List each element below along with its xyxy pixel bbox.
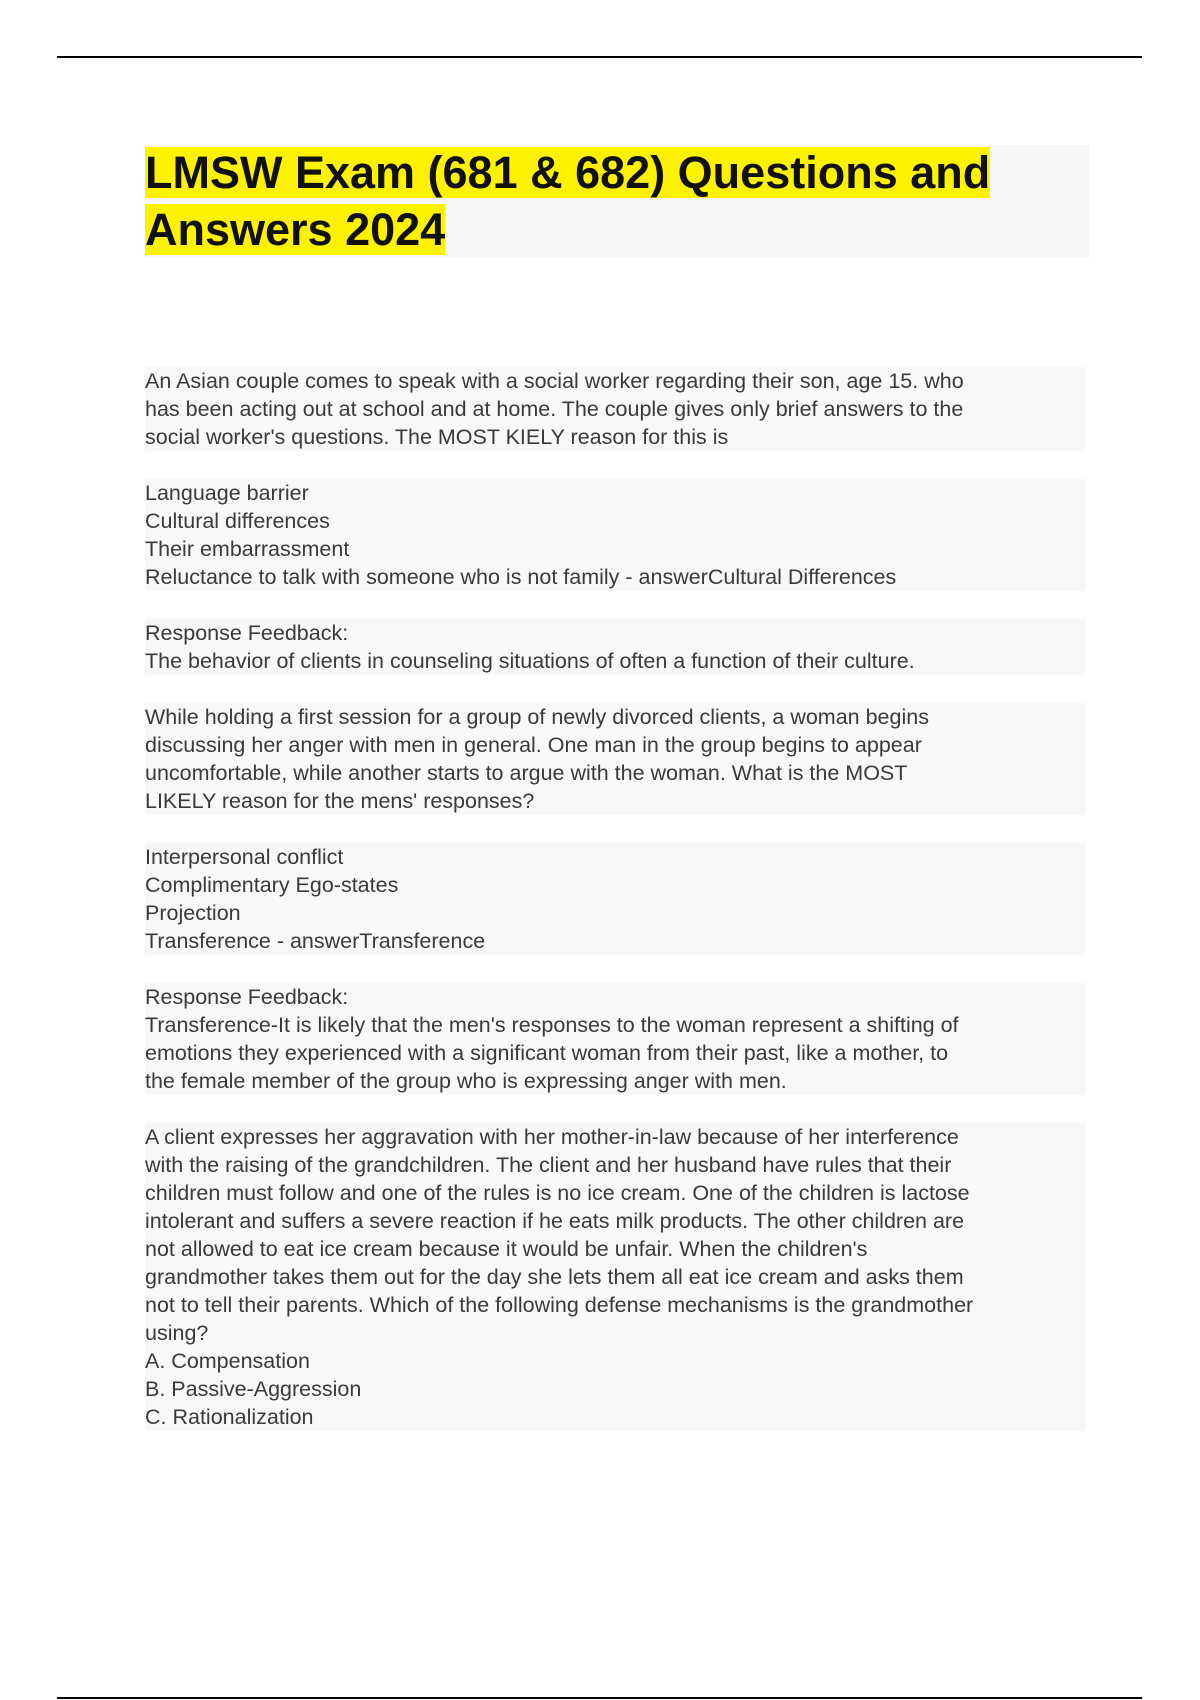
question-1-feedback: [145, 619, 1085, 675]
answer-option: A. Compensation: [145, 1347, 1085, 1375]
answer-option: Complimentary Ego-states: [145, 871, 1085, 899]
question-1-options: [145, 479, 1085, 591]
feedback-text-line: emotions they experienced with a significant woman from their past, like a mother, to: [145, 1039, 1085, 1067]
question-text-line: children must follow and one of the rules is no ice cream. One of the children is lactose: [145, 1179, 1085, 1207]
answer-option: Cultural differences: [145, 507, 1085, 535]
title-line-2: Answers 2024: [145, 204, 446, 255]
answer-option: Language barrier: [145, 479, 1085, 507]
question-text-line: A client expresses her aggravation with her mother-in-law because of her interference: [145, 1123, 1085, 1151]
answer-option: Reluctance to talk with someone who is not family - answerCultural Differences: [145, 563, 1085, 591]
answer-option: Interpersonal conflict: [145, 843, 1085, 871]
question-text-line: using?: [145, 1319, 1085, 1347]
title-line-1: LMSW Exam (681 & 682) Questions and: [145, 147, 991, 198]
question-text-line: with the raising of the grandchildren. The client and her husband have rules that their: [145, 1151, 1085, 1179]
page-top-rule: [57, 56, 1142, 58]
question-text-line: intolerant and suffers a severe reaction if he eats milk products. The other children are: [145, 1207, 1085, 1235]
answer-option: B. Passive-Aggression: [145, 1375, 1085, 1403]
question-text-line: not to tell their parents. Which of the following defense mechanisms is the grandmother: [145, 1291, 1085, 1319]
feedback-text-line: The behavior of clients in counseling situations of often a function of their culture.: [145, 647, 1085, 675]
question-text-line: LIKELY reason for the mens' responses?: [145, 787, 1085, 815]
question-text-line: uncomfortable, while another starts to argue with the woman. What is the MOST: [145, 759, 1085, 787]
question-2: [145, 703, 1085, 815]
question-text-line: not allowed to eat ice cream because it would be unfair. When the children's: [145, 1235, 1085, 1263]
page-bottom-rule: [57, 1697, 1142, 1699]
feedback-text-line: the female member of the group who is expressing anger with men.: [145, 1067, 1085, 1095]
question-text-line: While holding a first session for a group of newly divorced clients, a woman begins: [145, 703, 1085, 731]
document-body: [145, 367, 1085, 1459]
answer-option: Their embarrassment: [145, 535, 1085, 563]
feedback-label: Response Feedback:: [145, 983, 1085, 1011]
answer-option: C. Rationalization: [145, 1403, 1085, 1431]
question-1: [145, 367, 1085, 451]
question-text-line: grandmother takes them out for the day she lets them all eat ice cream and asks them: [145, 1263, 1085, 1291]
feedback-label: Response Feedback:: [145, 619, 1085, 647]
answer-option: Projection: [145, 899, 1085, 927]
feedback-text-line: Transference-It is likely that the men's responses to the woman represent a shifting of: [145, 1011, 1085, 1039]
question-text-line: discussing her anger with men in general. One man in the group begins to appear: [145, 731, 1085, 759]
question-2-feedback: [145, 983, 1085, 1095]
question-text-line: has been acting out at school and at home. The couple gives only brief answers to the: [145, 395, 1085, 423]
page-title: [145, 144, 1085, 258]
answer-option: Transference - answerTransference: [145, 927, 1085, 955]
question-3: [145, 1123, 1085, 1431]
question-text-line: An Asian couple comes to speak with a social worker regarding their son, age 15. who: [145, 367, 1085, 395]
question-text-line: social worker's questions. The MOST KIELY reason for this is: [145, 423, 1085, 451]
question-2-options: [145, 843, 1085, 955]
